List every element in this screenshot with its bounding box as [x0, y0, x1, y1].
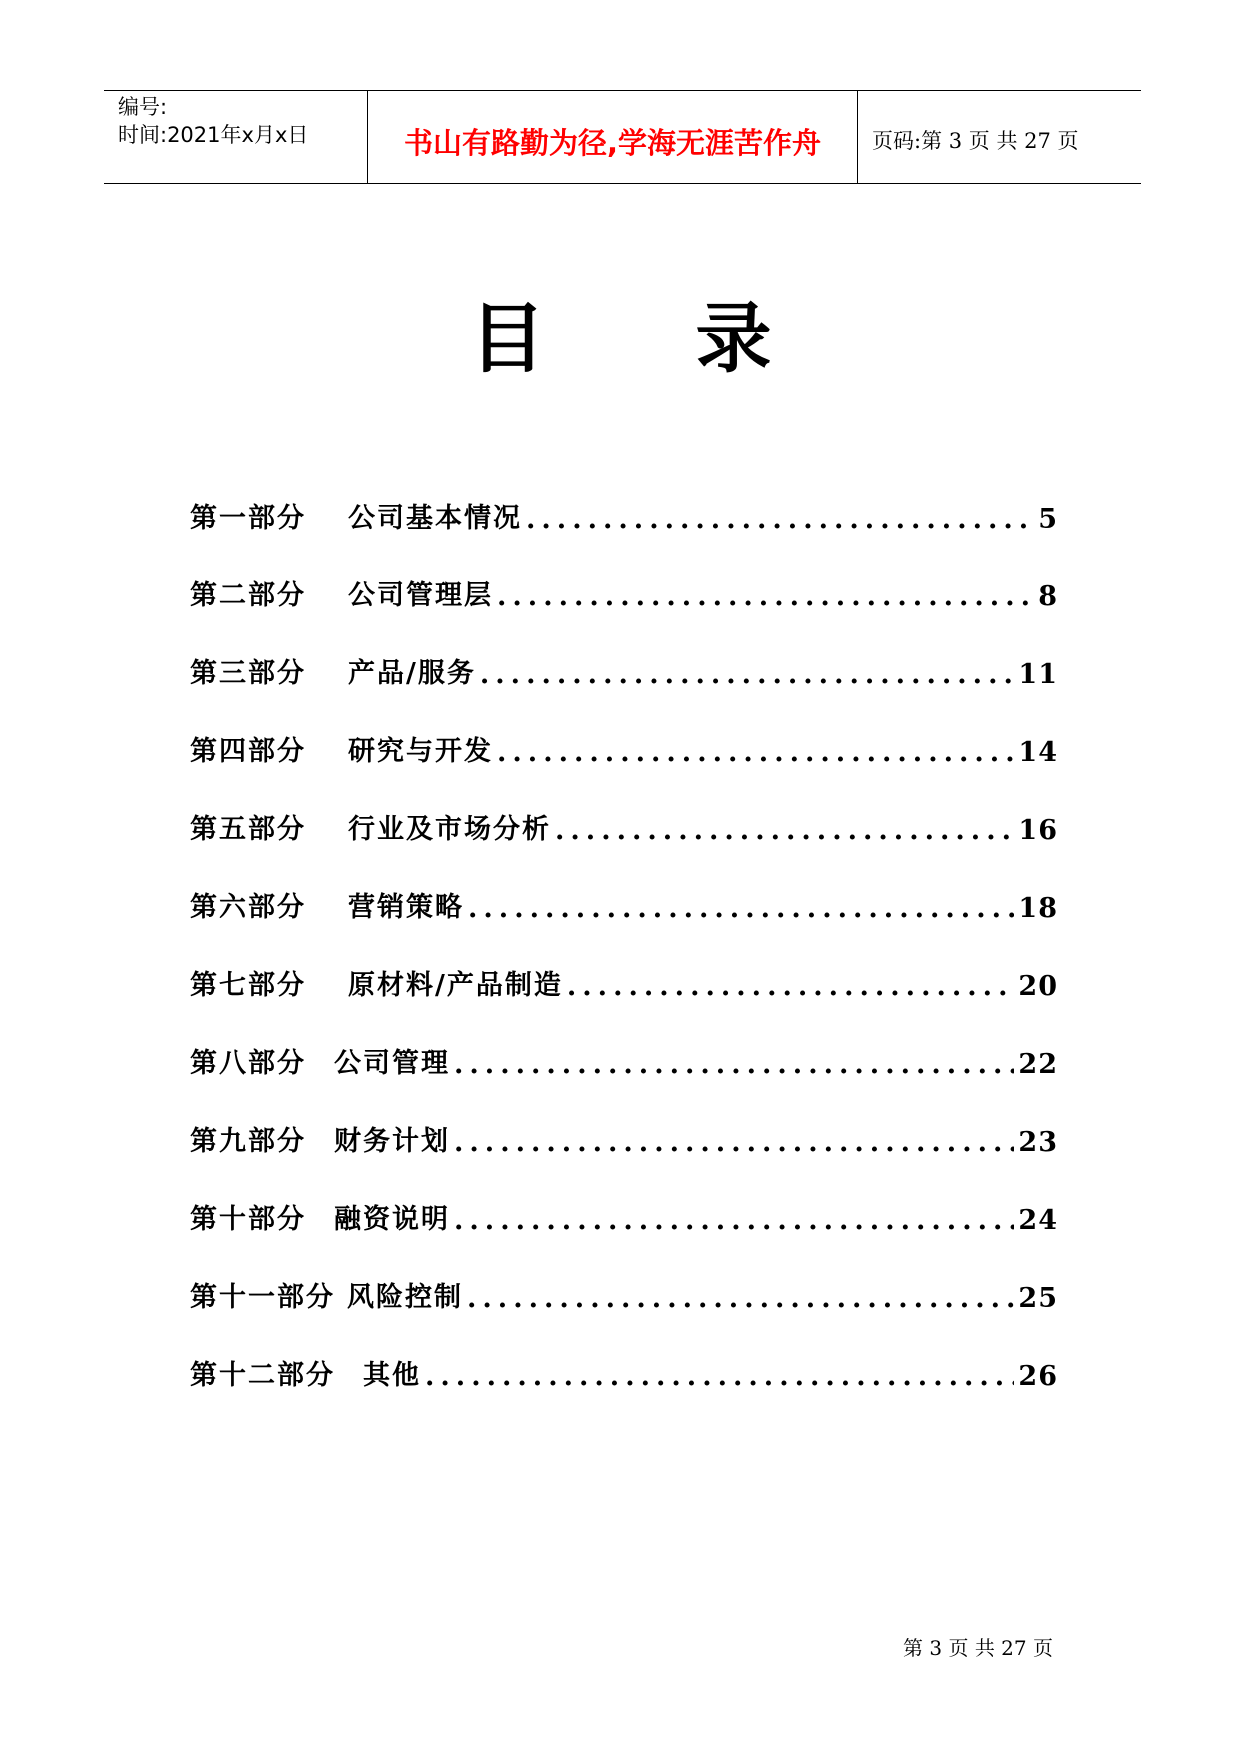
- toc-entry[interactable]: [190, 1274, 1058, 1314]
- header-page-cell: [858, 91, 1141, 183]
- toc-dot-leader: [454, 1050, 1014, 1080]
- toc-section-name: 产品/服务: [348, 658, 476, 689]
- page-footer: [0, 1632, 1241, 1661]
- page-header: [104, 90, 1141, 184]
- toc-page-number: 24: [1018, 1205, 1058, 1236]
- toc-entry[interactable]: [190, 806, 1058, 846]
- toc-section-name: 风险控制: [347, 1282, 463, 1313]
- toc-entry[interactable]: [190, 1040, 1058, 1080]
- toc-section-name: 行业及市场分析: [348, 814, 551, 845]
- toc-dot-leader: [454, 1128, 1014, 1158]
- toc-section-name: 融资说明: [334, 1204, 450, 1235]
- toc-part: 第九部分: [190, 1126, 306, 1157]
- toc-part: 第五部分: [190, 814, 306, 845]
- toc-page-number: 16: [1018, 815, 1058, 846]
- header-info-cell: [104, 91, 368, 183]
- toc-title-char-1: 目: [469, 294, 546, 383]
- toc-dot-leader: [468, 894, 1014, 924]
- toc-dot-leader: [454, 1206, 1014, 1236]
- toc-entry[interactable]: [190, 1352, 1058, 1392]
- toc-dot-leader: [467, 1284, 1014, 1314]
- toc-section-name: 公司管理: [334, 1048, 450, 1079]
- toc-title-char-2: 录: [695, 294, 772, 383]
- toc-page-number: 11: [1018, 659, 1058, 690]
- toc-entry[interactable]: [190, 962, 1058, 1002]
- toc-part: 第一部分: [190, 503, 306, 534]
- toc-part: 第八部分: [190, 1048, 306, 1079]
- toc-part: 第七部分: [190, 970, 306, 1001]
- toc-part: 第四部分: [190, 736, 306, 767]
- toc-section-name: 财务计划: [334, 1126, 450, 1157]
- toc-page-number: 5: [1038, 504, 1058, 535]
- toc-entry[interactable]: [190, 1196, 1058, 1236]
- document-number-label: 编号:: [118, 95, 168, 119]
- header-page-code: 页码:第 3 页 共 27 页: [872, 129, 1079, 153]
- toc-entry[interactable]: [190, 728, 1058, 768]
- toc-dot-leader: [480, 660, 1015, 690]
- toc-page-number: 18: [1018, 893, 1058, 924]
- toc-entry[interactable]: [190, 1118, 1058, 1158]
- toc-section-name: 其他: [363, 1360, 421, 1391]
- toc-section-name: 公司管理层: [348, 580, 493, 611]
- toc-dot-leader: [555, 816, 1014, 846]
- toc-entry[interactable]: [190, 572, 1058, 612]
- toc-section-name: 原材料/产品制造: [348, 970, 563, 1001]
- toc-page-number: 25: [1018, 1283, 1058, 1314]
- document-date: 时间:2021年x月x日: [118, 123, 309, 147]
- toc-page-number: 20: [1018, 971, 1058, 1002]
- toc-dot-leader: [567, 972, 1015, 1002]
- toc-title: [0, 278, 1241, 387]
- toc-part: 第六部分: [190, 892, 306, 923]
- toc-page-number: 8: [1038, 581, 1058, 612]
- toc-section-name: 公司基本情况: [348, 503, 522, 534]
- toc-page-number: 23: [1018, 1127, 1058, 1158]
- toc-page-number: 22: [1018, 1049, 1058, 1080]
- toc-dot-leader: [526, 505, 1034, 535]
- toc-part: 第十一部分: [190, 1282, 335, 1313]
- header-motto: 书山有路勤为径,学海无涯苦作舟: [403, 126, 822, 160]
- toc-part: 第十二部分: [190, 1360, 335, 1391]
- toc-part: 第二部分: [190, 580, 306, 611]
- toc-dot-leader: [497, 582, 1034, 612]
- toc-entry[interactable]: [190, 884, 1058, 924]
- toc-part: 第十部分: [190, 1204, 306, 1235]
- toc-dot-leader: [425, 1362, 1014, 1392]
- toc-page-number: 14: [1018, 737, 1058, 768]
- toc-entry[interactable]: [190, 495, 1058, 535]
- header-motto-cell: [368, 91, 858, 183]
- toc-entry[interactable]: [190, 650, 1058, 690]
- toc-section-name: 营销策略: [348, 892, 464, 923]
- footer-page-number: 第 3 页 共 27 页: [903, 1636, 1053, 1660]
- toc-section-name: 研究与开发: [348, 736, 493, 767]
- toc-page-number: 26: [1018, 1361, 1058, 1392]
- toc-dot-leader: [497, 738, 1014, 768]
- toc-part: 第三部分: [190, 658, 306, 689]
